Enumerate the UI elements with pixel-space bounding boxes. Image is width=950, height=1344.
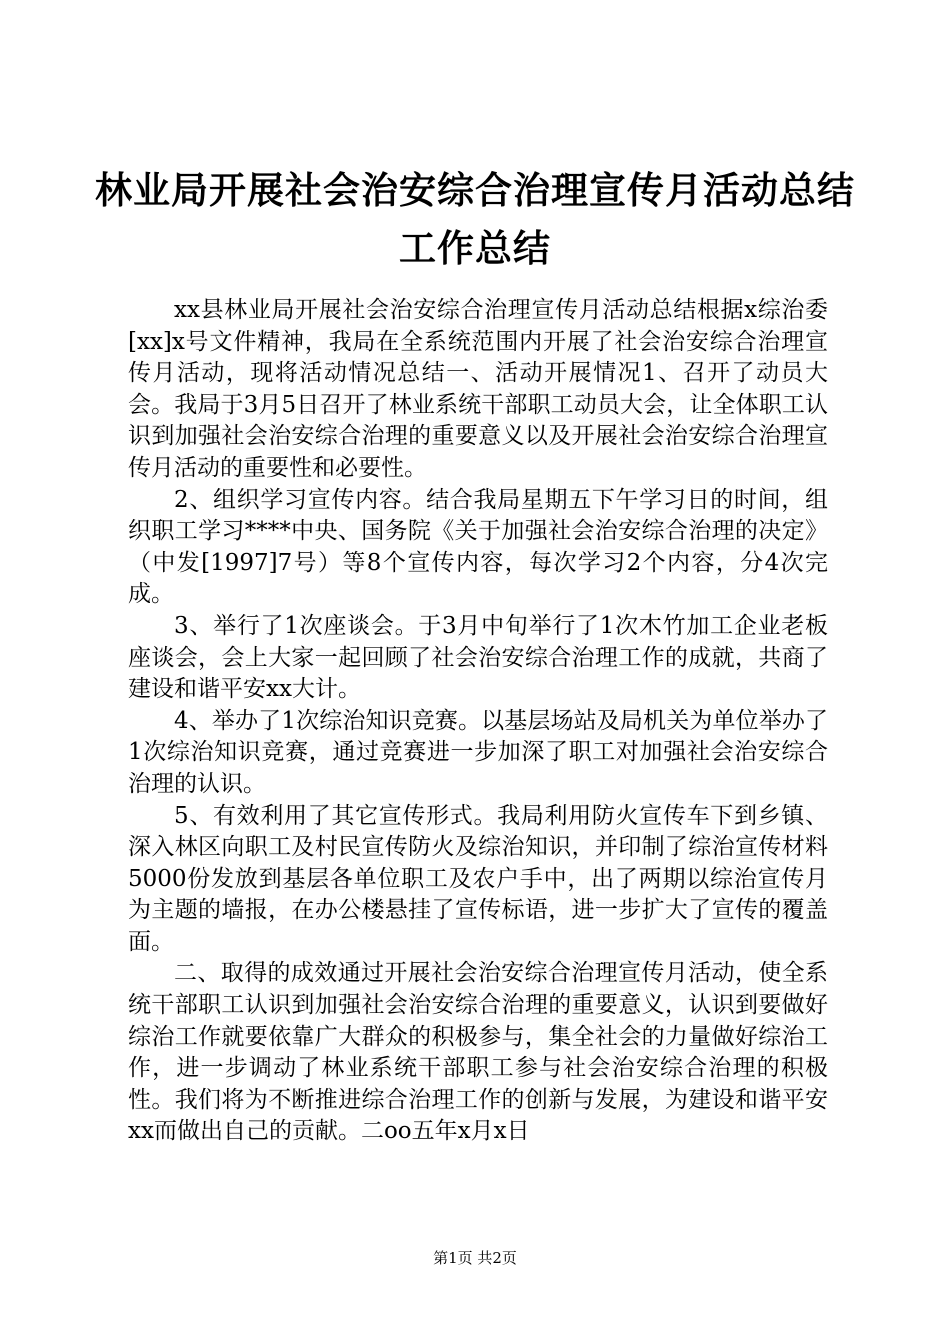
paragraph-4: 4、举办了1次综治知识竞赛。以基层场站及局机关为单位举办了1次综治知识竞赛，通过竞赛进一步加深了职工对加强社会治安综合治理的认识。 [128, 707, 828, 797]
paragraph-1: xx县林业局开展社会治安综合治理宣传月活动总结根据x综治委[xx]x号文件精神，我局在全系统范围内开展了社会治安综合治理宣传月活动，现将活动情况总结一、活动开展情况1、召开了动员大会。我局于3月5日召开了林业系统干部职工动员大会，让全体职工认识到加强社会治安综合治理的重要意义以及开展社会治安综合治理宣传月活动的重要性和必要性。 [128, 297, 828, 481]
document-title-line-1: 林业局开展社会治安综合治理宣传月活动总结 [95, 169, 855, 212]
document-title-line-2: 工作总结 [399, 227, 551, 270]
page-number-footer: 第1页 共2页 [433, 1249, 517, 1267]
paragraph-3: 3、举行了1次座谈会。于3月中旬举行了1次木竹加工企业老板座谈会，会上大家一起回顾了社会治安综合治理工作的成就，共商了建设和谐平安xx大计。 [128, 612, 828, 703]
document-body [128, 295, 828, 1148]
paragraph-6: 二、取得的成效通过开展社会治安综合治理宣传月活动，使全系统干部职工认识到加强社会治安综合治理的重要意义，认识到要做好综治工作就要依靠广大群众的积极参与，集全社会的力量做好综治工作，进一步调动了林业系统干部职工参与社会治安综合治理的积极性。我们将为不断推进综合治理工作的创新与发展，为建设和谐平安xx而做出自己的贡献。二oo五年x月x日 [128, 960, 828, 1145]
paragraph-2: 2、组织学习宣传内容。结合我局星期五下午学习日的时间，组织职工学习****中央、国务院《关于加强社会治安综合治理的决定》（中发[1997]7号）等8个宣传内容，每次学习2个内容，分4次完成。 [128, 486, 828, 608]
paragraph-5: 5、有效利用了其它宣传形式。我局利用防火宣传车下到乡镇、深入林区向职工及村民宣传防火及综治知识，并印制了综治宣传材料5000份发放到基层各单位职工及农户手中，出了两期以综治宣传月为主题的墙报，在办公楼悬挂了宣传标语，进一步扩大了宣传的覆盖面。 [128, 802, 828, 955]
